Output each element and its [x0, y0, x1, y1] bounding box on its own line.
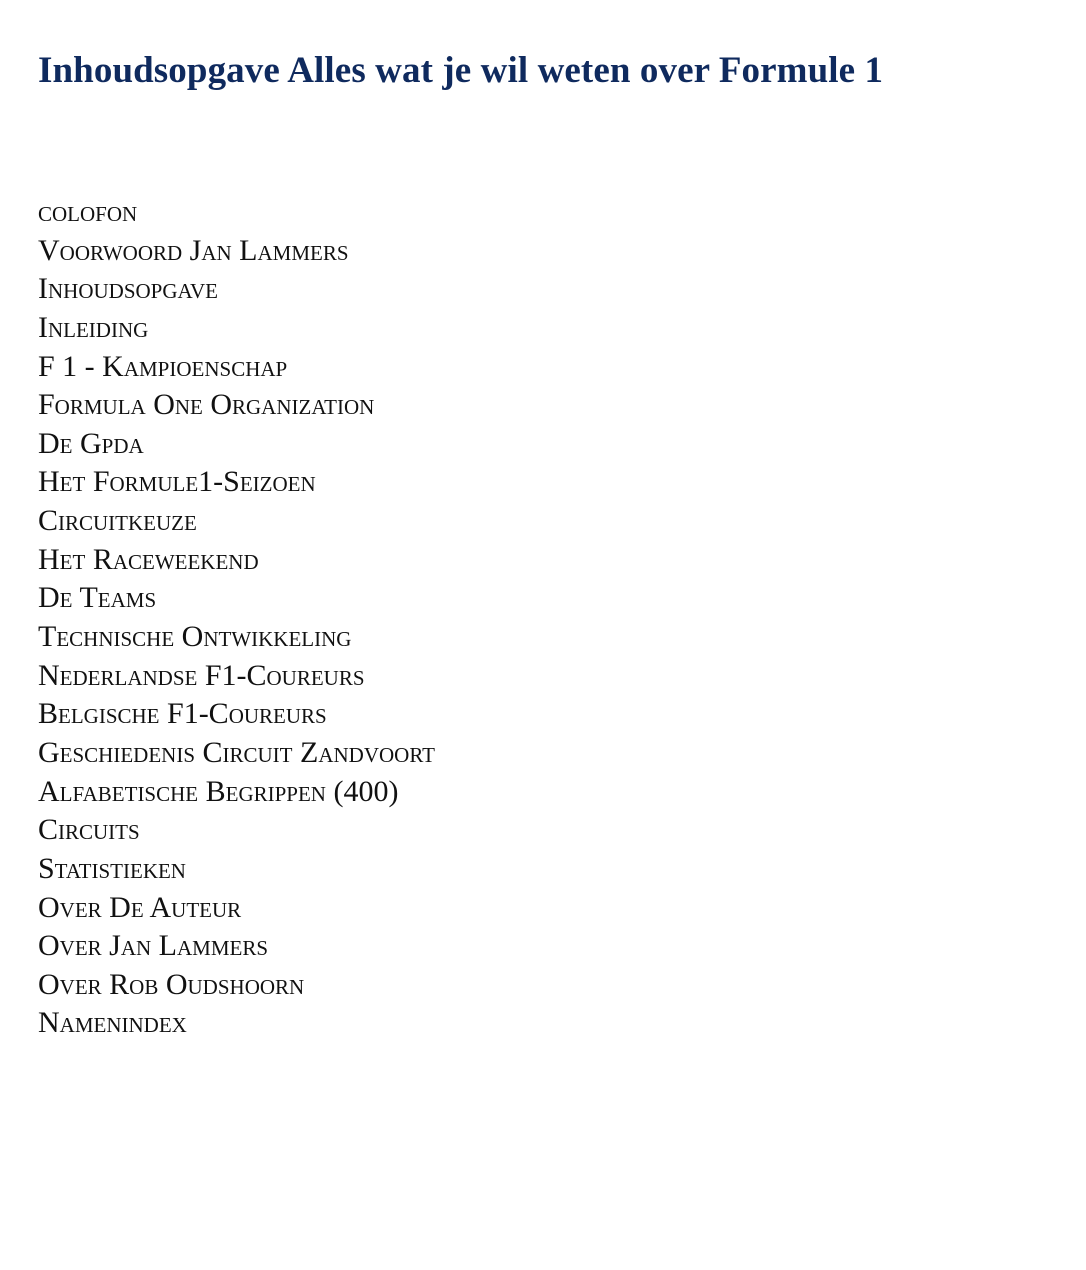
toc-item: Inhoudsopgave [38, 272, 218, 306]
toc-item: Circuits [38, 813, 140, 847]
toc-item: Geschiedenis Circuit Zandvoort [38, 735, 435, 769]
toc-item: Over Rob Oudshoorn [38, 967, 305, 1001]
toc-item: Formula One Organization [38, 388, 375, 422]
toc-item: Circuitkeuze [38, 504, 197, 538]
toc-item: Het Raceweekend [38, 542, 259, 576]
toc-item: F 1 - Kampioenschap [38, 349, 288, 383]
table-of-contents [38, 193, 435, 1043]
toc-item: Alfabetische Begrippen (400) [38, 774, 399, 808]
toc-item: Belgische F1-Coureurs [38, 697, 327, 731]
toc-item: De Teams [38, 581, 157, 615]
toc-item: Voorwoord Jan Lammers [38, 233, 349, 267]
toc-item: Over Jan Lammers [38, 929, 269, 963]
page-title: Inhoudsopgave Alles wat je wil weten over Formule 1 [38, 50, 884, 91]
toc-item: Technische Ontwikkeling [38, 620, 352, 654]
toc-item: Statistieken [38, 851, 186, 885]
toc-item: De Gpda [38, 426, 144, 460]
toc-item: Nederlandse F1-Coureurs [38, 658, 365, 692]
toc-item: Over De Auteur [38, 890, 242, 924]
toc-item: Namenindex [38, 1006, 187, 1040]
toc-item: colofon [38, 195, 138, 228]
toc-item: Inleiding [38, 310, 149, 344]
toc-item: Het Formule1-Seizoen [38, 465, 316, 499]
